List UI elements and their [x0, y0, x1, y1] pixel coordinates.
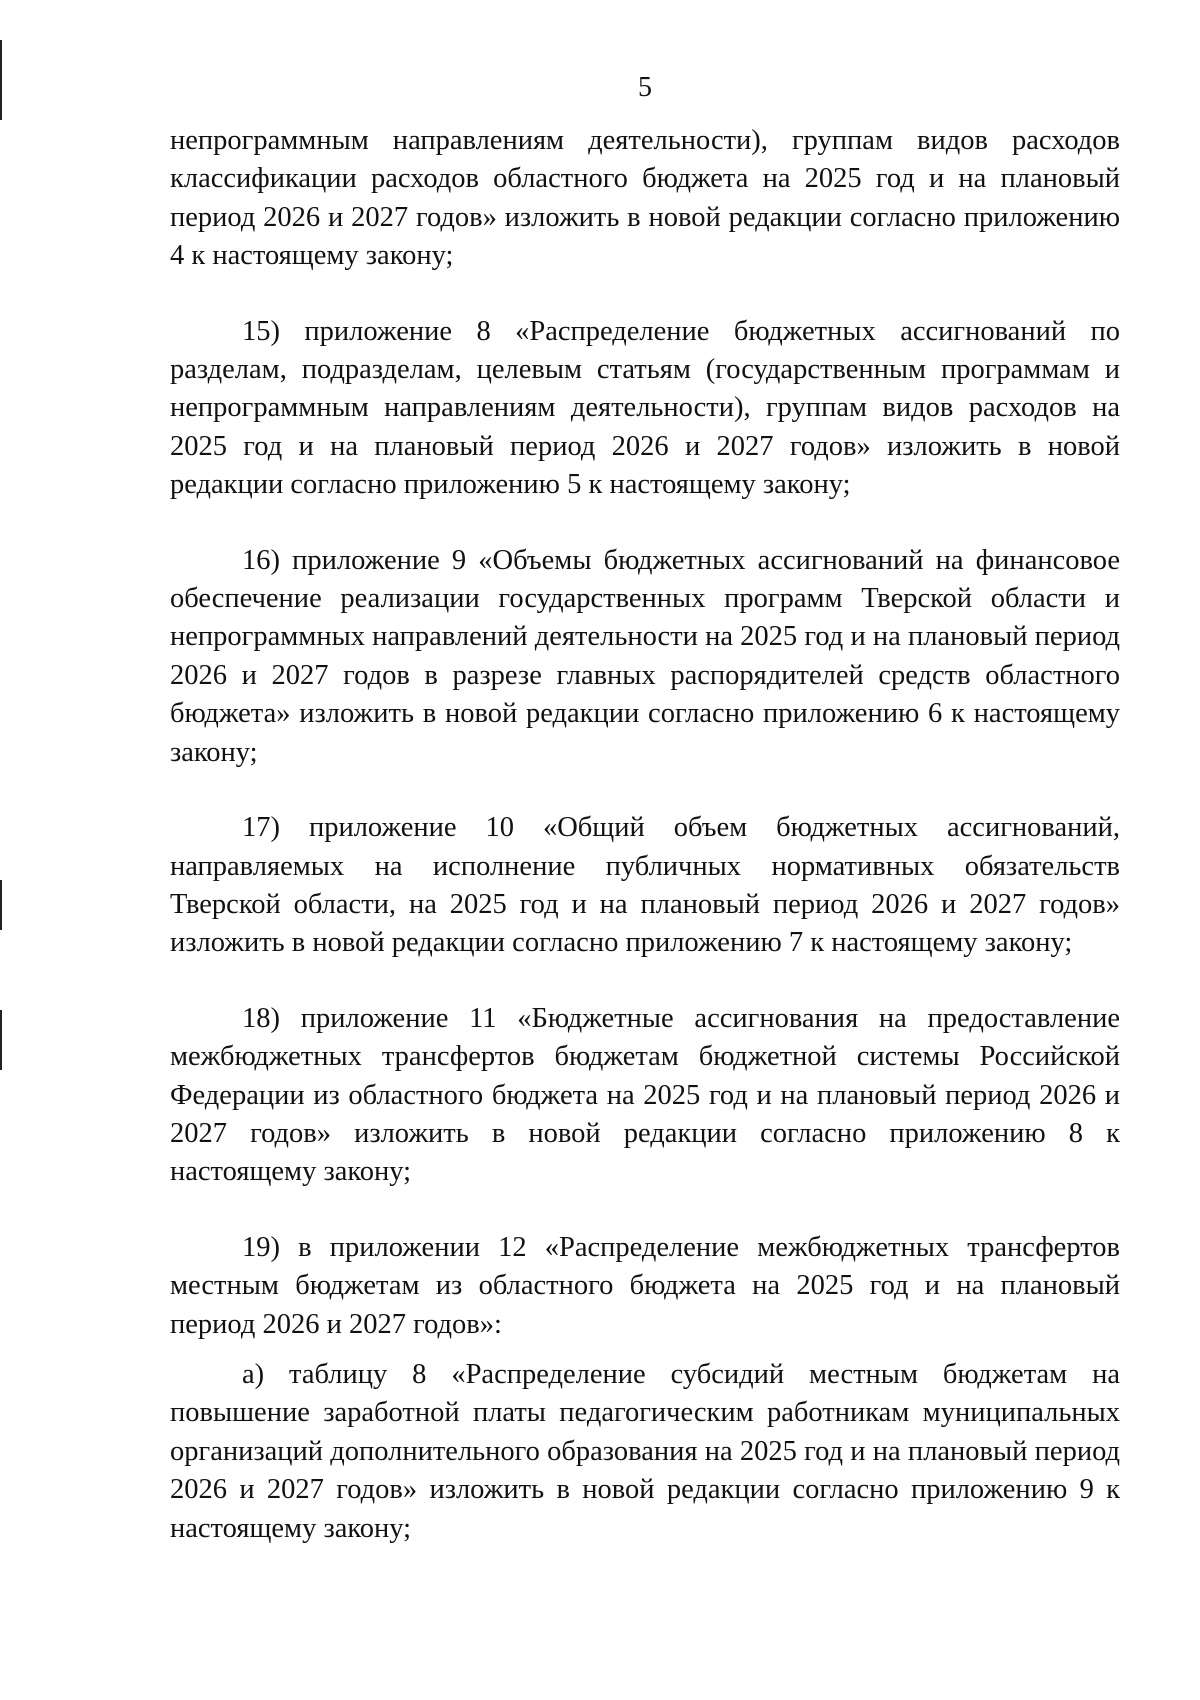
scan-edge-mark [0, 1010, 2, 1070]
paragraph-item-15: 15) приложение 8 «Распределение бюджетных ассигнований по разделам, подразделам, целевым статьям (государственным программам и непрограммным направлениям деятельности), группам видов расходов на 2025 год и на плановый период 2026 и 2027 годов» изложить в новой редакции согласно приложению 5 к настоящему закону; [170, 315, 1120, 501]
paragraph-item-17: 17) приложение 10 «Общий объем бюджетных ассигнований, направляемых на исполнение публичных нормативных обязательств Тверской области, на 2025 год и на плановый период 2026 и 2027 годов» изложить в новой редакции согласно приложению 7 к настоящему закону; [170, 812, 1120, 959]
scan-edge-mark [0, 880, 2, 930]
paragraph-item-16: 16) приложение 9 «Объемы бюджетных ассигнований на финансовое обеспечение реализации государственных программ Тверской области и непрограммных направлений деятельности на 2025 год и на плановый период 2026 и 2027 годов в разрезе главных распорядителей средств областного бюджета» изложить в новой редакции согласно приложению 6 к настоящему закону; [170, 544, 1120, 768]
document-body [170, 122, 1120, 1548]
page-number: 5 [638, 72, 652, 103]
paragraph-continuation: непрограммным направлениям деятельности), группам видов расходов классификации расходов областного бюджета на 2025 год и на плановый период 2026 и 2027 годов» изложить в новой редакции согласно приложению 4 к настоящему закону; [170, 125, 1120, 272]
paragraph-subitem-a: а) таблицу 8 «Распределение субсидий местным бюджетам на повышение заработной платы педагогическим работникам муниципальных организаций дополнительного образования на 2025 год и на плановый период 2026 и 2027 годов» изложить в новой редакции согласно приложению 9 к настоящему закону; [170, 1358, 1120, 1544]
paragraph-item-19: 19) в приложении 12 «Распределение межбюджетных трансфертов местным бюджетам из областного бюджета на 2025 год и на плановый период 2026 и 2027 годов»: [170, 1231, 1120, 1340]
paragraph-item-18: 18) приложение 11 «Бюджетные ассигнования на предоставление межбюджетных трансфертов бюджетам бюджетной системы Российской Федерации из областного бюджета на 2025 год и на плановый период 2026 и 2027 годов» изложить в новой редакции согласно приложению 8 к настоящему закону; [170, 1002, 1120, 1188]
